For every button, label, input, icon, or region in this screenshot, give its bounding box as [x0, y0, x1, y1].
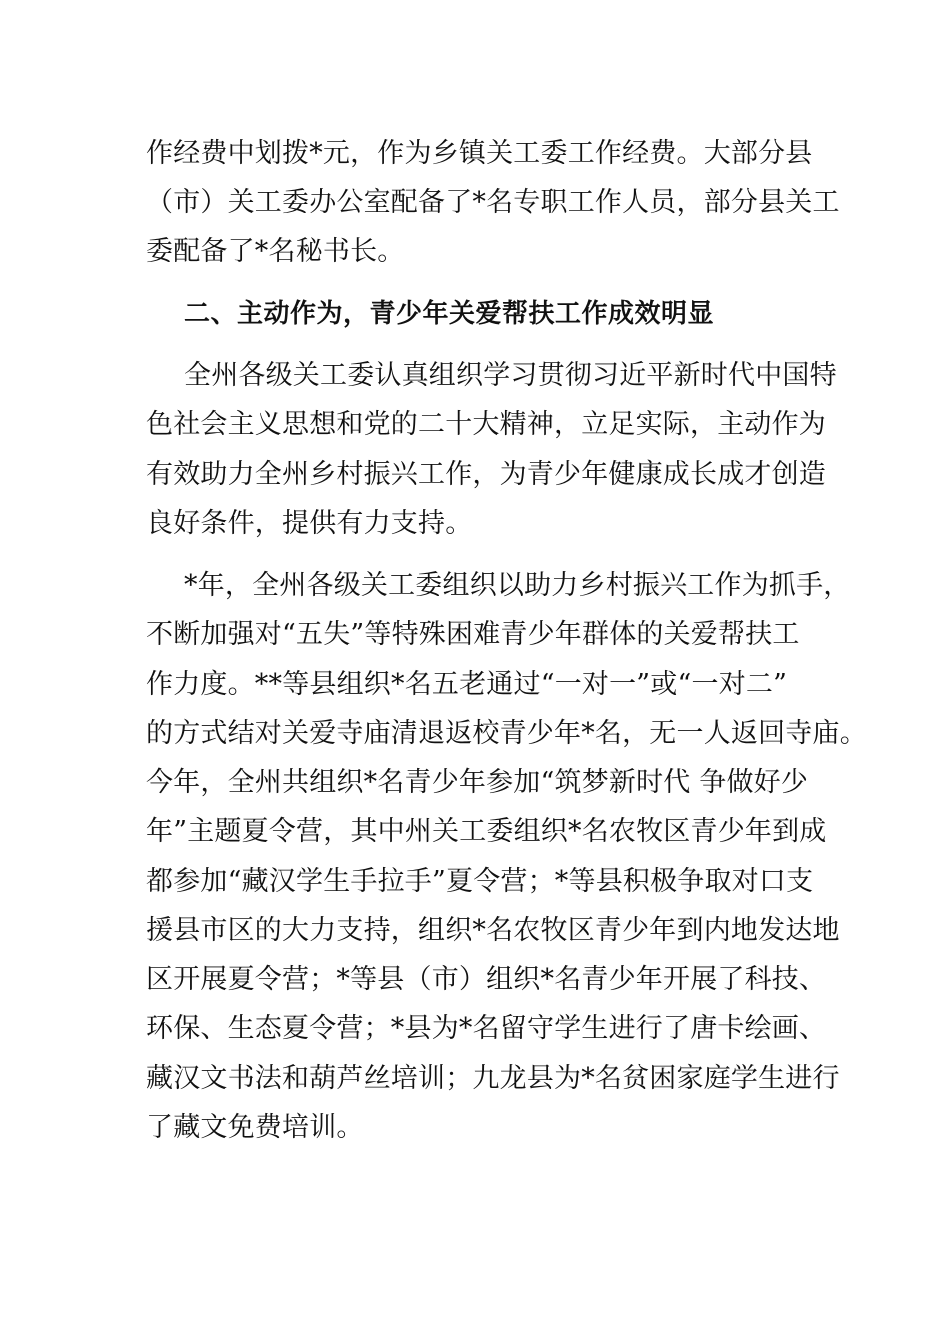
paragraph-3-line-8: 援县市区的大力支持，组织*名农牧区青少年到内地发达地: [146, 915, 840, 946]
paragraph-1-line-2: （市）关工委办公室配备了*名专职工作人员，部分县关工: [146, 187, 840, 218]
paragraph-2-line-1: 全州各级关工委认真组织学习贯彻习近平新时代中国特: [184, 360, 837, 391]
section-heading: 二、主动作为，青少年关爱帮扶工作成效明显: [184, 299, 715, 329]
paragraph-3-line-7: 都参加“藏汉学生手拉手”夏令营；*等县积极争取对口支: [146, 866, 814, 897]
paragraph-2-line-3: 有效助力全州乡村振兴工作，为青少年健康成长成才创造: [146, 459, 826, 490]
paragraph-3-line-2: 不断加强对“五失”等特殊困难青少年群体的关爱帮扶工: [146, 619, 800, 650]
paragraph-3-line-4: 的方式结对关爱寺庙清退返校青少年*名，无一人返回寺庙。: [146, 718, 867, 749]
paragraph-3-line-12: 了藏文免费培训。: [146, 1112, 364, 1143]
paragraph-3-line-6: 年”主题夏令营，其中州关工委组织*名农牧区青少年到成: [146, 816, 827, 847]
paragraph-3-line-10: 环保、生态夏令营；*县为*名留守学生进行了唐卡绘画、: [146, 1013, 827, 1044]
paragraph-2-line-4: 良好条件，提供有力支持。: [146, 508, 473, 539]
paragraph-3-line-1: *年，全州各级关工委组织以助力乡村振兴工作为抓手，: [184, 570, 851, 601]
paragraph-3-line-11: 藏汉文书法和葫芦丝培训；九龙县为*名贫困家庭学生进行: [146, 1063, 840, 1094]
paragraph-1-line-3: 委配备了*名秘书长。: [146, 236, 405, 267]
paragraph-3-line-3: 作力度。**等县组织*名五老通过“一对一”或“一对二”: [146, 669, 788, 700]
paragraph-3-line-9: 区开展夏令营；*等县（市）组织*名青少年开展了科技、: [146, 964, 827, 995]
paragraph-3-line-5: 今年，全州共组织*名青少年参加“筑梦新时代 争做好少: [146, 767, 809, 798]
paragraph-2-line-2: 色社会主义思想和党的二十大精神，立足实际，主动作为: [146, 409, 826, 440]
paragraph-1-line-1: 作经费中划拨*元，作为乡镇关工委工作经费。大部分县: [146, 138, 813, 169]
